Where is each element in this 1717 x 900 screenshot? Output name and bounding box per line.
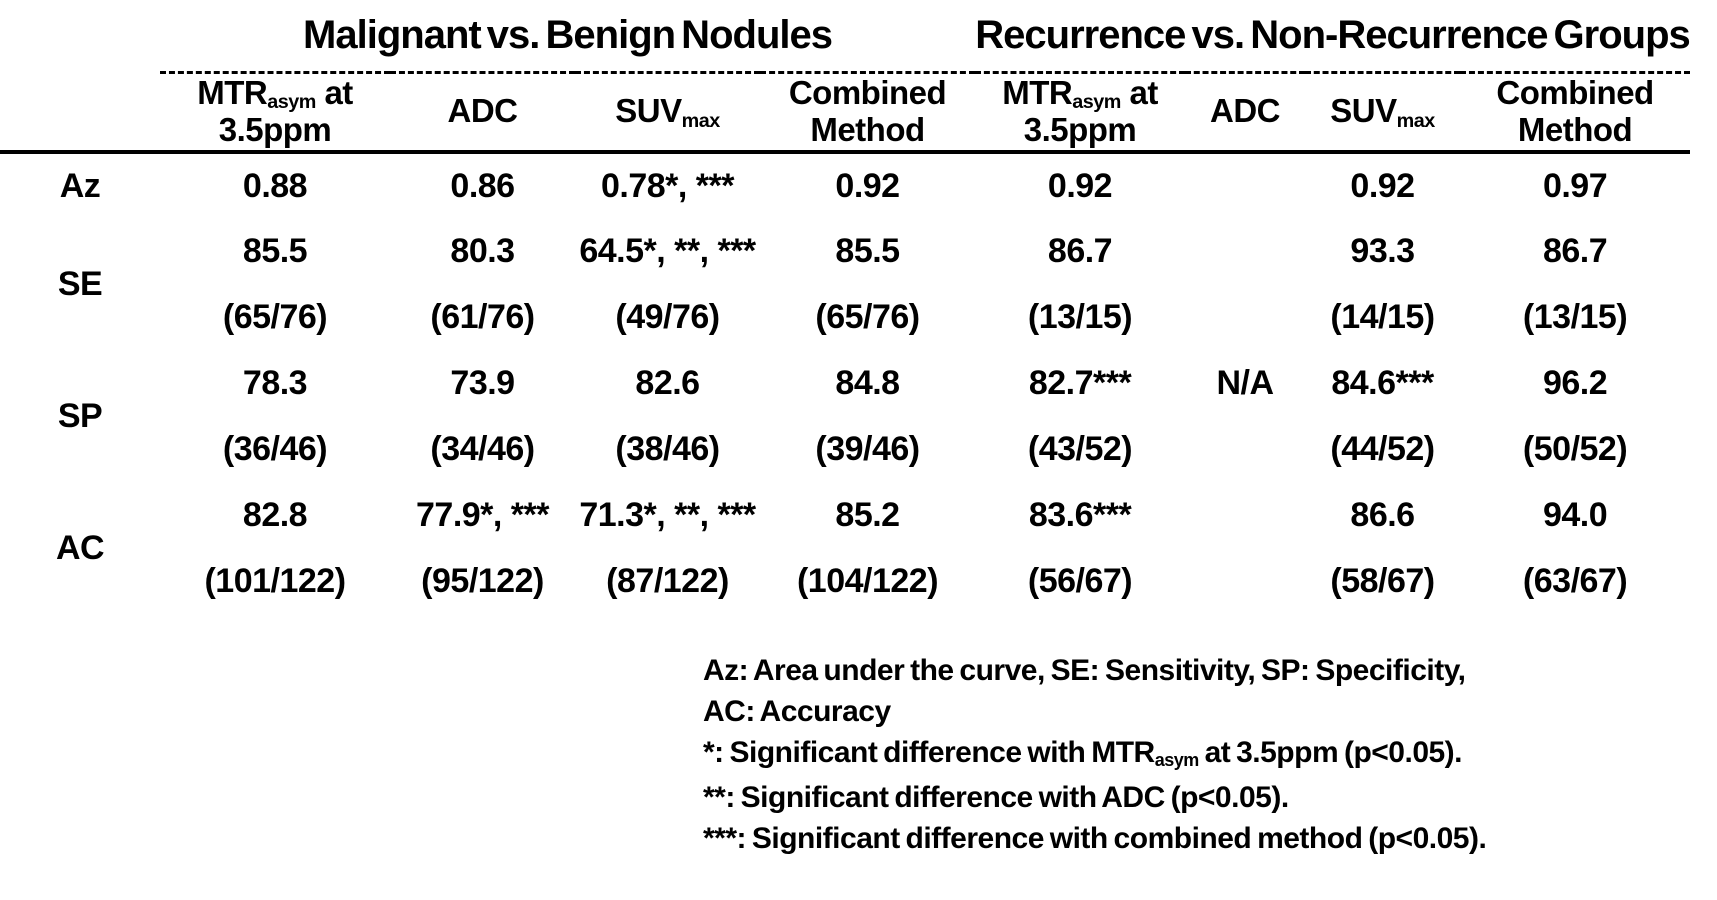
- fraction-cell: (56/67): [1027, 561, 1133, 600]
- value-cell: 78.3: [242, 363, 308, 402]
- col-header-combined-2: [1460, 72, 1690, 152]
- fraction-cell: (49/76): [615, 297, 720, 336]
- footnote-text: *: Significant difference with MTR: [703, 736, 1155, 769]
- value-cell: 0.92: [1047, 166, 1113, 205]
- fraction-cell-empty: [1185, 284, 1305, 350]
- table-row-sp-values: [0, 350, 1690, 416]
- value-cell: 86.7: [1542, 231, 1608, 270]
- fraction-cell: (36/46): [222, 429, 328, 468]
- value-cell: 71.3*, **, ***: [579, 495, 756, 534]
- value-cell: 83.6***: [1028, 495, 1132, 534]
- fraction-cell: (65/76): [222, 297, 328, 336]
- fraction-cell: (104/122): [796, 561, 939, 600]
- value-cell: 0.88: [242, 166, 308, 205]
- value-cell: 82.7***: [1028, 363, 1132, 402]
- fraction-cell: (13/15): [1027, 297, 1133, 336]
- fraction-cell: (44/52): [1330, 429, 1435, 468]
- group-header-recurrence-vs-nonrecurrence: Recurrence vs. Non-Recurrence Groups: [975, 0, 1690, 72]
- value-cell: 0.92: [1350, 166, 1415, 205]
- fraction-cell: (13/15): [1522, 297, 1628, 336]
- col-header-text: 3.5ppm: [218, 110, 332, 148]
- col-header-text: SUV: [1330, 92, 1397, 130]
- subscript: asym: [1072, 91, 1121, 114]
- fraction-cell-empty: [1185, 416, 1305, 482]
- fraction-cell: (95/122): [421, 561, 544, 600]
- group-header-malignant-vs-benign: Malignant vs. Benign Nodules: [160, 0, 975, 72]
- fraction-cell: (34/46): [430, 429, 535, 468]
- fraction-cell: (87/122): [606, 561, 729, 600]
- value-cell: 0.92: [835, 166, 900, 205]
- value-cell: 0.86: [450, 166, 515, 205]
- col-header-text: MTR: [1002, 73, 1073, 111]
- subscript: asym: [1154, 749, 1199, 770]
- footnote-significance-combined: ***: Significant difference with combined method (p<0.05).: [703, 822, 1487, 855]
- footnote-significance-adc: **: Significant difference with ADC (p<0.05).: [703, 781, 1289, 814]
- fraction-cell: (50/52): [1522, 429, 1628, 468]
- col-header-text: at: [315, 73, 353, 111]
- col-header-suv-max-2: [1305, 72, 1460, 152]
- value-cell: 96.2: [1542, 363, 1608, 402]
- value-cell-na: N/A: [1216, 363, 1274, 402]
- value-cell: 84.8: [835, 363, 900, 402]
- value-cell: 80.3: [450, 231, 515, 270]
- footnote-significance-mtr: [703, 732, 1703, 777]
- col-header-mtr-asym-1: [160, 72, 390, 152]
- value-cell: 64.5*, **, ***: [579, 231, 756, 270]
- value-cell: 86.6: [1350, 495, 1415, 534]
- value-cell-empty: [1185, 152, 1305, 218]
- fraction-cell: (39/46): [815, 429, 920, 468]
- value-cell: 73.9: [450, 363, 515, 402]
- fraction-cell: (65/76): [815, 297, 920, 336]
- table-row-se-values: [0, 218, 1690, 284]
- fraction-cell: (14/15): [1330, 297, 1435, 336]
- table-row-ac-fractions: [0, 548, 1690, 614]
- row-label-sp: SP: [57, 396, 103, 435]
- fraction-cell-empty: [1185, 548, 1305, 614]
- row-label-az: Az: [59, 166, 101, 205]
- value-cell: 85.2: [835, 495, 900, 534]
- fraction-cell: (101/122): [204, 561, 346, 600]
- value-cell: 86.7: [1047, 231, 1113, 270]
- table-row-ac-values: [0, 482, 1690, 548]
- value-cell: 85.5: [835, 231, 900, 270]
- col-header-text: 3.5ppm: [1023, 110, 1137, 148]
- value-cell: 77.9*, ***: [416, 495, 549, 534]
- subscript: max: [1396, 109, 1435, 132]
- subscript: max: [681, 109, 720, 132]
- col-header-text: at: [1120, 73, 1158, 111]
- col-header-text: MTR: [197, 73, 268, 111]
- table-row-az: [0, 152, 1690, 218]
- value-cell: 0.97: [1542, 166, 1608, 205]
- col-header-text: Combined: [788, 73, 947, 111]
- value-cell: 84.6***: [1331, 363, 1434, 402]
- col-header-adc-1: ADC: [390, 72, 575, 152]
- fraction-cell: (43/52): [1027, 429, 1133, 468]
- col-header-text: Combined: [1496, 73, 1654, 111]
- fraction-cell: (63/67): [1522, 561, 1628, 600]
- fraction-cell: (38/46): [615, 429, 720, 468]
- row-label-se: SE: [57, 264, 103, 303]
- column-header-row: [0, 72, 1690, 152]
- subscript: asym: [267, 91, 316, 114]
- footnote-text: at 3.5ppm (p<0.05).: [1198, 736, 1463, 769]
- table-row-sp-fractions: [0, 416, 1690, 482]
- row-label-ac: AC: [55, 528, 105, 567]
- value-cell: 0.78*, ***: [601, 166, 734, 205]
- value-cell: 93.3: [1350, 231, 1415, 270]
- value-cell: 82.8: [242, 495, 308, 534]
- fraction-cell: (58/67): [1330, 561, 1435, 600]
- corner-spacer: [0, 0, 160, 72]
- col-header-combined-1: [760, 72, 975, 152]
- value-cell-empty: [1185, 482, 1305, 548]
- footnotes: [703, 650, 1703, 859]
- value-cell: 82.6: [635, 363, 700, 402]
- group-header-row: [0, 0, 1690, 72]
- row-label-header-spacer: [0, 72, 160, 152]
- col-header-adc-2: ADC: [1185, 72, 1305, 152]
- col-header-text: Method: [810, 110, 925, 148]
- footnote-abbreviations-line1: Az: Area under the curve, SE: Sensitivity, SP: Specificity,: [703, 654, 1466, 687]
- value-cell-empty: [1185, 218, 1305, 284]
- col-header-text: Method: [1517, 110, 1633, 148]
- table-row-se-fractions: [0, 284, 1690, 350]
- col-header-suv-max-1: [575, 72, 760, 152]
- fraction-cell: (61/76): [430, 297, 535, 336]
- col-header-mtr-asym-2: [975, 72, 1185, 152]
- footnote-abbreviations-line2: AC: Accuracy: [703, 695, 891, 728]
- value-cell: 94.0: [1542, 495, 1608, 534]
- value-cell: 85.5: [242, 231, 308, 270]
- col-header-text: SUV: [615, 92, 682, 130]
